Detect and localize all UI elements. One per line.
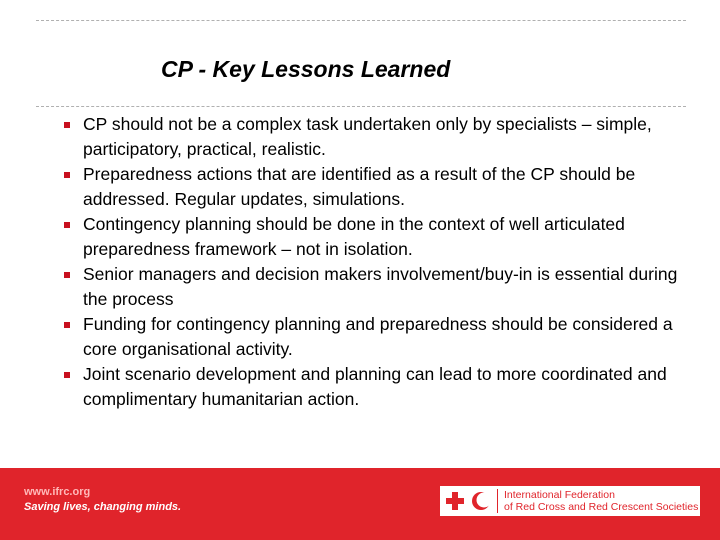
bullet-text: Funding for contingency planning and preparedness should be considered a core organisational activity.: [83, 314, 673, 359]
bullet-item: [0, 262, 720, 312]
bullet-square-icon: [64, 122, 70, 128]
bullet-item: [0, 212, 720, 262]
bullet-list: [0, 112, 720, 412]
bullet-text: Preparedness actions that are identified as a result of the CP should be addressed. Regular updates, simulations.: [83, 164, 636, 209]
bullet-square-icon: [64, 272, 70, 278]
red-crescent-icon: [470, 490, 492, 512]
bullet-square-icon: [64, 222, 70, 228]
org-name-line2: of Red Cross and Red Crescent Societies: [504, 501, 699, 513]
bullet-item: [0, 112, 720, 162]
bullet-text: CP should not be a complex task undertaken only by specialists – simple, participatory, practical, realistic.: [83, 114, 652, 159]
title-divider: [36, 106, 686, 107]
logo-divider: [497, 489, 498, 513]
ifrc-logo: [440, 486, 700, 516]
slide-title: CP - Key Lessons Learned: [161, 56, 451, 82]
bullet-text: Joint scenario development and planning can lead to more coordinated and complimentary humanitarian action.: [83, 364, 667, 409]
footer-tagline: Saving lives, changing minds.: [24, 501, 182, 513]
bullet-item: [0, 312, 720, 362]
bullet-square-icon: [64, 372, 70, 378]
bullet-square-icon: [64, 322, 70, 328]
footer-url-link[interactable]: www.ifrc.org: [24, 486, 91, 498]
org-name-line1: International Federation: [504, 489, 615, 501]
top-divider: [36, 20, 686, 21]
footer-bar: [0, 468, 720, 540]
bullet-item: [0, 162, 720, 212]
bullet-text: Senior managers and decision makers involvement/buy-in is essential during the process: [83, 264, 678, 309]
bullet-text: Contingency planning should be done in the context of well articulated preparedness framework – not in isolation.: [83, 214, 625, 259]
bullet-item: [0, 362, 720, 412]
red-cross-icon: [444, 490, 466, 512]
bullet-square-icon: [64, 172, 70, 178]
